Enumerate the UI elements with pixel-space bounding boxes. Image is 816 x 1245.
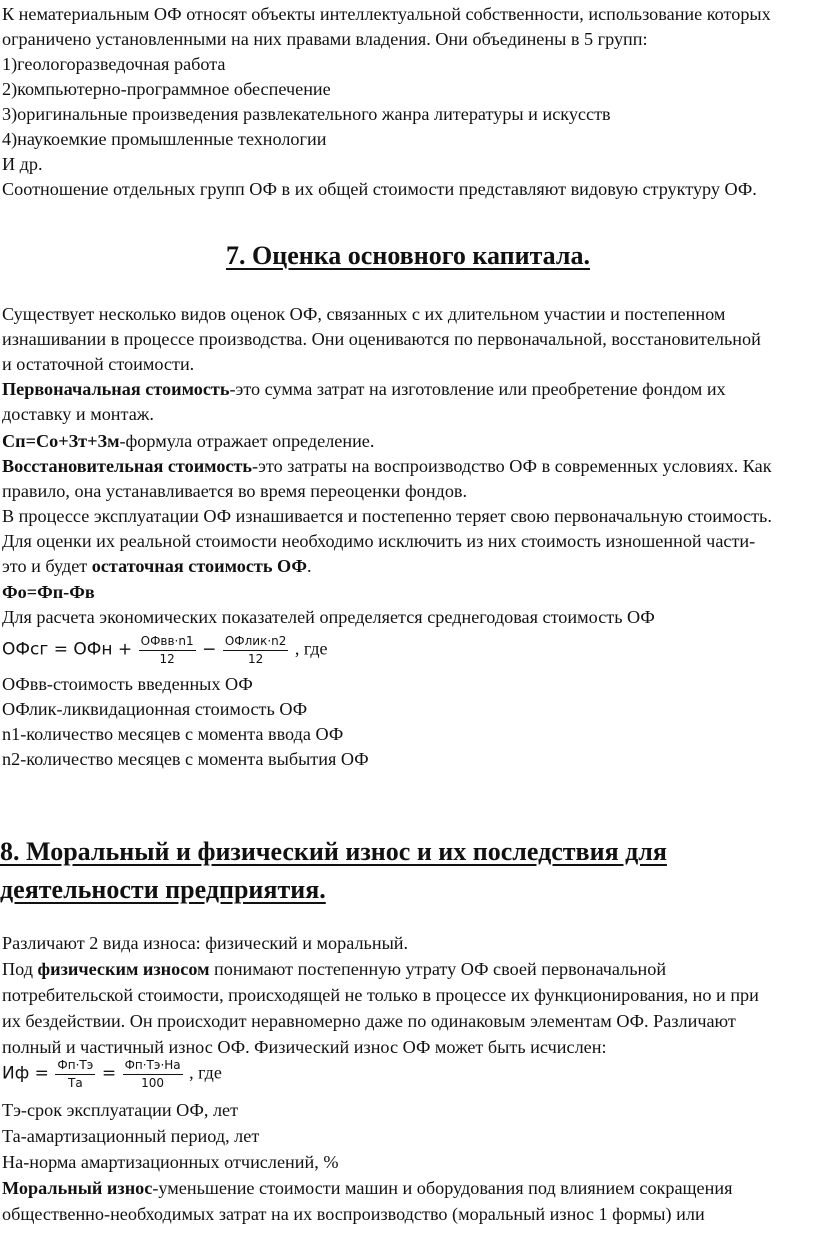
avg-formula-frac2-num: ОФлик·n2 [223,634,289,651]
initial-cost-line-1 [2,377,726,401]
def-of-n1: n1-количество месяцев с момента ввода ОФ [2,724,344,744]
formula-cp: Сп=Со+Зт+Зм [2,431,120,451]
physical-wear-text-b: понимают постепенную утрату ОФ своей первоначальной [209,959,667,979]
moral-wear-line-1 [2,1176,732,1200]
avg-cost-formula [2,634,328,667]
wear-formula-frac2-num: Фп·Тэ·На [123,1058,183,1075]
residual-line-3 [2,554,312,578]
avg-formula-minus: − [202,639,217,660]
section-8-heading-line-2 [0,872,326,908]
residual-line-1: В процессе эксплуатации ОФ изнашивается и постепенно теряет свою первоначальную стоимость. [2,506,772,526]
def-of-te: Тэ-срок эксплуатации ОФ, лет [2,1100,239,1120]
s7-para-line-2: изнашивании в процессе производства. Они оцениваются по первоначальной, восстановительной [2,329,761,349]
group-item-2: 2)компьютерно-программное обеспечение [2,79,331,99]
wear-formula-frac1-num: Фп·Тэ [55,1058,95,1075]
initial-cost-definition: -это сумма затрат на изготовление или преобретение фондом их [229,379,726,399]
section-7-heading [0,240,816,272]
section-8-heading-text-2: деятельности предприятия. [0,875,326,904]
avg-cost-intro: Для расчета экономических показателей определяется среднегодовая стоимость ОФ [2,607,655,627]
group-item-4: 4)наукоемкие промышленные технологии [2,129,327,149]
physical-wear-text-a: Под [2,959,38,979]
group-item-3: 3)оригинальные произведения развлекательного жанра литературы и искусств [2,104,611,124]
section-7-heading-text: 7. Оценка основного капитала. [226,241,590,270]
wear-formula-lhs: Иф = [2,1063,49,1084]
avg-formula-where: , где [294,638,328,659]
physical-wear-term: физическим износом [37,959,210,979]
wear-formula-frac1-den: Та [68,1076,83,1090]
wear-formula-fraction-1 [55,1058,95,1091]
moral-wear-definition: -уменьшение стоимости машин и оборудования под влиянием сокращения [152,1178,733,1198]
group-etc: И др. [2,154,43,174]
restore-cost-line-1 [2,454,772,478]
intro-line-2: ограничено установленными на них правами владения. Они объединены в 5 групп: [2,29,648,49]
def-of-ta: Та-амартизационный период, лет [2,1126,260,1146]
physical-wear-line-3: их бездействии. Он происходит неравномерно даже по одинаковым элементам ОФ. Различают [2,1011,736,1031]
avg-formula-frac1-num: ОФвв·n1 [139,634,196,651]
moral-wear-line-2: общественно-необходимых затрат на их воспроизводство (моральный износ 1 формы) или [2,1204,705,1224]
section-8-heading-text-1: 8. Моральный и физический износ и их последствия для [0,837,667,866]
structure-sentence: Соотношение отдельных групп ОФ в их общей стоимости представляют видовую структуру ОФ. [2,179,757,199]
wear-formula-where: , где [189,1062,222,1083]
def-of-vv: ОФвв-стоимость введенных ОФ [2,674,253,694]
physical-wear-line-2: потребительской стоимости, происходящей не только в процессе их функционирования, но и при [2,985,759,1005]
wear-formula-fraction-2 [123,1058,183,1091]
restore-cost-term: Восстановительная стоимость [2,456,253,476]
wear-formula-frac2-den: 100 [141,1076,165,1090]
wear-formula [2,1058,222,1091]
moral-wear-term: Моральный износ [2,1178,153,1198]
section-8-heading-line-1 [0,834,667,870]
formula-cp-note: -формула отражает определение. [119,431,375,451]
def-of-lik: ОФлик-ликвидационная стоимость ОФ [2,699,308,719]
group-item-1: 1)геологоразведочная работа [2,54,226,74]
residual-line-2: Для оценки их реальной стоимости необходимо исключить из них стоимость изношенной части- [2,531,756,551]
wear-formula-equals: = [101,1063,117,1084]
residual-term: остаточная стоимость ОФ [91,556,307,576]
physical-wear-line-1 [2,957,666,981]
intro-line-1: К нематериальным ОФ относят объекты интеллектуальной собственности, использование которых [2,4,771,24]
avg-formula-frac1-den: 12 [159,652,175,666]
restore-cost-line-2: правило, она устанавливается во время переоценки фондов. [2,481,468,501]
avg-formula-fraction-1 [139,634,196,667]
s7-para-line-3: и остаточной стоимости. [2,354,195,374]
residual-text-b: . [307,556,312,576]
wear-kinds: Различают 2 вида износа: физический и моральный. [2,933,409,953]
residual-text-a: это и будет [2,556,92,576]
s7-para-line-1: Существует несколько видов оценок ОФ, связанных с их длительном участии и постепенном [2,304,726,324]
physical-wear-line-4: полный и частичный износ ОФ. Физический износ ОФ может быть исчислен: [2,1037,607,1057]
avg-formula-frac2-den: 12 [247,652,264,666]
initial-cost-line-2: доставку и монтаж. [2,404,154,424]
formula-fo: Фо=Фп-Фв [2,582,95,602]
initial-cost-term: Первоначальная стоимость [2,379,230,399]
avg-formula-lhs: ОФсг = ОФн + [2,639,133,660]
avg-formula-fraction-2 [223,634,289,667]
def-of-n2: n2-количество месяцев с момента выбытия ОФ [2,749,369,769]
def-of-na: На-норма амартизационных отчислений, % [2,1152,339,1172]
formula-cp-line [2,429,374,453]
formula-fo-line [2,580,95,604]
restore-cost-definition: -это затраты на воспроизводство ОФ в современных условиях. Как [252,456,772,476]
